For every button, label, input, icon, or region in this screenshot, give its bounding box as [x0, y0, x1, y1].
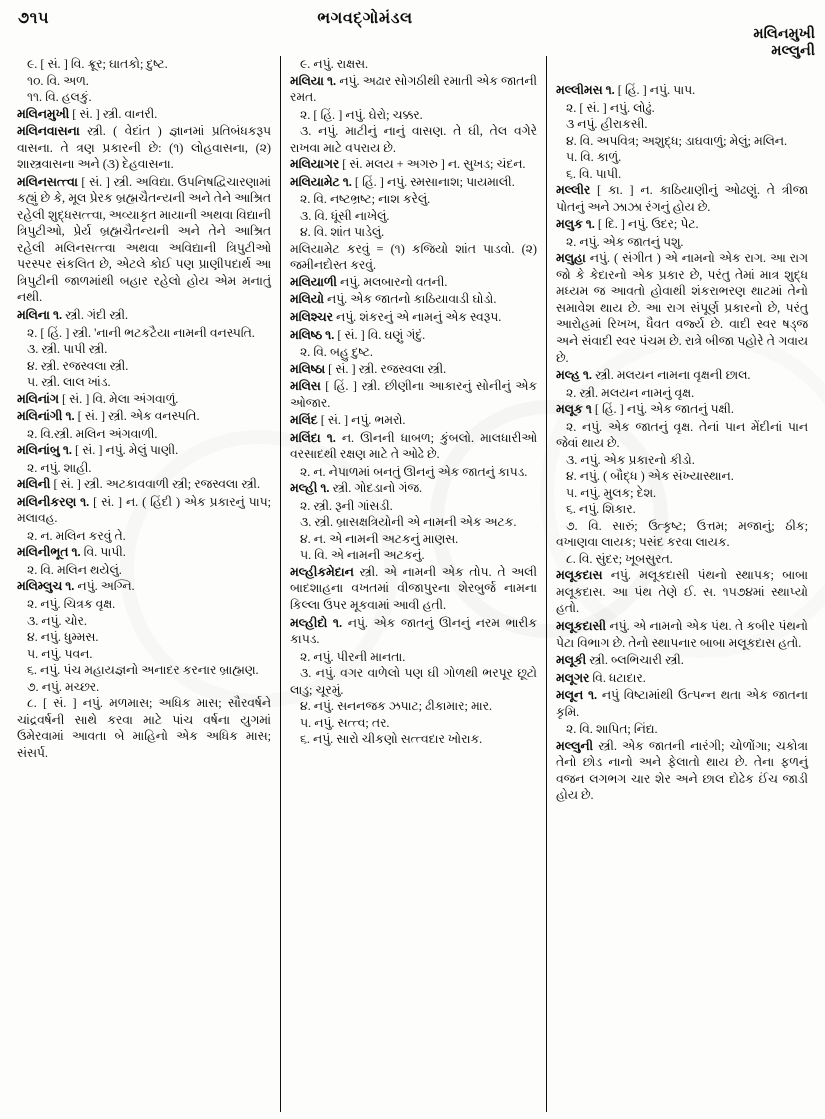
- entry-headword: મલિષ્ઠા: [290, 361, 326, 376]
- entry-headword: મલ્હી ૧.: [290, 481, 330, 496]
- dictionary-entry: [17, 106, 271, 123]
- dictionary-entry: [556, 367, 808, 384]
- entry-sense: ૪. વિ. અપવિત્ર; અશુદ્ધ; ડાઘવાળું; મેલું; મલિન.: [566, 133, 788, 148]
- entry-definition: [ સં. ] સ્ત્રી. અવિદ્યા. ઉપનિષદ્વિચારણામાં કહ્યું છે કે, મૂલ પ્રેરક બ્રહ્મચૈતન્યની અને તેને આશ્રિત રહેલી શુદ્ધસત્ત્વા, અવ્યાકૃત માયાની અથવા વિદ્યાની ત્રિપુટીઓ, પ્રેર્ય બ્રહ્મચૈતન્યની અને તેને આશ્રિત રહેલી મલિનસત્ત્વા અથવા અવિદ્યાની ત્રિપુટીઓ પરસ્પર સંકલિત છે, એટલે કોઈ પણ પ્રાણીપદાર્થ આ ત્રિપુટીની જાળમાંથી બહાર રહેલો હોય એમ મનાતું નથી.: [17, 174, 272, 305]
- entry-definition: નપું. અગ્નિ.: [74, 579, 135, 594]
- entry-sense: ૫. વિ. કાળું.: [566, 150, 622, 165]
- dictionary-entry: [17, 476, 271, 493]
- dictionary-entry: [556, 401, 808, 418]
- entry-definition: સ્ત્રી. બ્લભિચારી સ્ત્રી.: [586, 653, 684, 668]
- entry-definition: [ સં. ] નપું. ભમરો.: [317, 413, 406, 428]
- entry-sense: ૨. નપું. ચિત્રક વૃક્ષ.: [27, 597, 116, 611]
- dictionary-entry: [556, 738, 808, 804]
- folio-number: ૭૧૫: [18, 10, 49, 27]
- entry-headword: મલિની: [17, 477, 51, 492]
- entry-definition: [ સં. ] સ્ત્રી. એક વનસ્પતિ.: [74, 409, 200, 424]
- entry-definition: વિ. પાપી.: [80, 545, 126, 560]
- entry-definition: સ્ત્રી. ગંદી સ્ત્રી.: [62, 307, 129, 322]
- entry-definition: [ સં. ] નપું. મેલું પાણી.: [71, 443, 179, 458]
- dictionary-entry: [290, 327, 537, 344]
- entry-definition: નપું. અઢાર સોગઠીથી રમાતી એક જાતની રમત.: [290, 73, 537, 105]
- dictionary-entry: [556, 670, 808, 687]
- entry-headword: મલિયામેટ ૧.: [290, 174, 352, 189]
- entry-definition: [ કા. ] ન. કાઠિયાણીનું ઓઢણું. તે ત્રીજા પોતનું અને ઝાઝા રંગનું હોય છે.: [556, 183, 808, 214]
- entry-definition: વિ. ધટાદાર.: [589, 670, 646, 685]
- entry-headword: મલ્હીદો ૧.: [290, 615, 343, 630]
- entry-sense: ૩. વિ. ધૂંસી નાખેલું.: [300, 208, 390, 223]
- entry-sense: ૯. નપું. રાક્ષસ.: [300, 57, 369, 71]
- dictionary-entry: [556, 567, 808, 617]
- entry-definition: [ હિં. ] સ્ત્રી. છીણીના આકારનું સોનીનું એક ઓજાર.: [290, 379, 537, 410]
- guide-word-first: મલિનમુખી: [753, 26, 815, 42]
- dictionary-entry: [556, 250, 808, 366]
- entry-sense: ૪. નપું. ( બૌદ્ધ ) એક સંખ્યાસ્થાન.: [566, 469, 734, 484]
- entry-definition: નપું. ( સંગીત ) એ નામનો એક રાગ. આ રાગ જો કે કેદારનો એક પ્રકાર છે, પરંતુ તેમાં માત્ર શુદ્ધ મધ્યમ જ આવતો હોવાથી શંકરાભરણ થાટમાં તેનો સમાવેશ થાય છે. આ રાગ સંપૂર્ણ પ્રકારનો છે, પરંતુ આરોહમાં રિખખ, ધૈવત વર્જ્ય છે. વાદી સ્વર ષડ્જ અને સંવાદી સ્વર પંચમ છે. રાત્રે બીજા પહોરે તે ગવાય છે.: [556, 251, 808, 365]
- dictionary-entry: [290, 615, 537, 648]
- entry-headword: મલ્લીર: [556, 183, 591, 198]
- entry-headword: મલિનમુખી: [17, 106, 70, 121]
- entry-sense: ૩. નપું. વગર વાળેલો પણ ઘી ગોળથી ભરપૂર છૂટો લાડુ; ચૂરમું.: [290, 666, 537, 697]
- entry-definition: સ્ત્રી. એક જાતની નારંગી; ચોળોંગા; ચકોત્રા તેનો છોડ નાનો અને ફેલાતો થાય છે. તેના ફળનું વજન લગભગ ચાર શેર અને છાલ દોઢેક ઈંચ જાડી હોય છે.: [556, 738, 808, 803]
- entry-definition: સ્ત્રી. એ નામની એક તોપ. તે અલી બાદશાહના વખતમાં વીજાપુરના શેરબુર્જ નામના કિલ્લા ઉપર મૂકવામાં આવી હતી.: [290, 564, 537, 612]
- dictionary-entry: [290, 73, 537, 106]
- guide-word-last: મલ્લુની: [771, 42, 815, 59]
- dictionary-entry: [556, 82, 808, 99]
- entry-sense: ૨. [ સં. ] નપું. લોઢું.: [566, 100, 655, 115]
- entry-headword: મલ્હીકમેદાન: [290, 564, 354, 579]
- entry-sense: ૨. ન. નેપાળમાં બનતું ઊનનું એક જાતનું કાપડ.: [300, 464, 528, 479]
- entry-headword: મલિનસત્ત્વા: [17, 174, 78, 189]
- entry-sense: ૫. વિ. એ નામની અટકનું.: [300, 548, 425, 563]
- entry-sense: ૨. નપું. એક જાતનું વૃક્ષ. તેનાં પાન મેંદીનાં પાન જેવાં થાય છે.: [556, 419, 808, 451]
- entry-sense: ૨. સ્ત્રી. રૂની ગાંસડી.: [300, 498, 393, 513]
- entry-sense: ૨. સ્ત્રી. મલયન નામનું વૃક્ષ.: [566, 385, 695, 400]
- entry-headword: મલ્લુની: [556, 738, 594, 753]
- entry-sense: ૪. ન. એ નામની અટકનું માણસ.: [300, 531, 459, 546]
- entry-definition: નપું. એક જાતનો કાઠિયાવાડી ઘોડો.: [323, 292, 497, 307]
- entry-definition: [ હિં. ] નપું. સ્મસાનાશ; પાયમાલી.: [351, 174, 515, 189]
- entry-definition: [ સં. ] સ્ત્રી. વાનરી.: [69, 106, 158, 121]
- entry-sense: ૫. નપું. પવન.: [27, 646, 93, 661]
- dictionary-entry: [17, 578, 271, 595]
- entry-sense: ૬. નપું. શિકાર.: [566, 502, 636, 517]
- entry-headword: મલૂકી: [556, 653, 587, 668]
- entry-definition: ન. ઊનની ધાબળ; કુંબલો. માલધારીઓ વરસાદથી રક્ષણ માટે તે ઓઢે છે.: [290, 430, 537, 462]
- entry-headword: મલૂકદાસ: [556, 568, 603, 583]
- entry-sense: ૩ નપું. હીરાકસી.: [566, 117, 648, 132]
- dictionary-entry: [290, 309, 537, 326]
- entry-headword: મલિશ્ચર: [290, 309, 333, 324]
- entry-sense: ૪. સ્ત્રી. રજસ્વલા સ્ત્રી.: [27, 358, 129, 373]
- entry-sense: ૧૧. વિ. હલકું.: [27, 90, 92, 105]
- entry-definition: [ સં. મલય + અગરુ ] ન. સુખડ; ચંદન.: [339, 157, 526, 172]
- dictionary-entry: [290, 156, 537, 173]
- dictionary-entry: [290, 274, 537, 291]
- entry-sense: ૧૦. વિ. અળ.: [27, 73, 89, 88]
- entry-definition: [ સં. ] સ્ત્રી. અટકાવવાળી સ્ત્રી; રજસ્વલા સ્ત્રી.: [50, 477, 261, 492]
- entry-definition: [ હિં. ] નપું. પાપ.: [614, 83, 696, 97]
- entry-headword: મલિનાંબુ ૧.: [17, 443, 72, 458]
- entry-headword: મલિયાગર: [290, 157, 340, 172]
- entry-sense: ૨. વિ. બહુ દુષ્ટ.: [300, 345, 373, 360]
- entry-sense: ૩. સ્ત્રી. બ્રાસક્ષત્રિયોની એ નામની એક અટક.: [300, 515, 517, 530]
- entry-sense: ૭. વિ. સારું; ઉત્કૃષ્ટ; ઉત્તમ; મજાનું; ઠીક; વખાણવા લાયક; પસંદ કરવા લાયક.: [556, 518, 808, 550]
- entry-definition: સ્ત્રી. મલયન નામના વૃક્ષની છાલ.: [592, 368, 751, 383]
- entry-headword: મલિંદ: [290, 413, 318, 428]
- entry-sense: ૩. નપું. એક પ્રકારનો કીડો.: [566, 452, 695, 467]
- entry-sense: ૩. નપું. ચોર.: [27, 613, 87, 628]
- entry-sense: ૩. સ્ત્રી. પાપી સ્ત્રી.: [27, 342, 108, 357]
- entry-sense: ૨. વિ. મલિન થયેલું.: [27, 562, 122, 577]
- entry-sense: ૨. વિ. નષ્ટભ્રષ્ટ; નાશ કરેલું.: [300, 192, 431, 207]
- dictionary-entry: [17, 408, 271, 425]
- entry-definition: નપું. મલબારનો વતની.: [336, 274, 448, 289]
- entry-sense: ૨. [ હિં. ] નપું. ઘેરો; ચક્કર.: [300, 107, 423, 122]
- entry-definition: [ સં. ] વિ. મેલા અંગવાળું.: [58, 391, 179, 406]
- entry-headword: મલિનાંગ: [17, 391, 59, 406]
- entry-definition: [ સં. ] વિ. ઘણું ગંદું.: [334, 327, 426, 342]
- entry-headword: મલિયા ૧.: [290, 73, 337, 88]
- dictionary-entry: [290, 412, 537, 429]
- entry-sense: ૨. વિ. શાપિત; નિંદ્ય.: [566, 722, 658, 737]
- entry-sense: ૨. વિ.સ્ત્રી. મલિન અંગવાળી.: [27, 426, 158, 441]
- dictionary-entry: [17, 494, 271, 527]
- dictionary-entry: [290, 480, 537, 497]
- entry-definition: નપું. શંકરનું એ નામનું એક સ્વરૂપ.: [332, 309, 502, 324]
- dictionary-entry: [290, 564, 537, 614]
- dictionary-entry: [290, 361, 537, 378]
- book-title: ભગવદ્ગોમંડલ: [317, 10, 413, 27]
- entry-sense: ૫. નપું. મુલક; દેશ.: [566, 485, 657, 500]
- entry-headword: મલૂગર: [556, 670, 590, 685]
- entry-definition: [ હિં. ] નપું. એક જાતનું પક્ષી.: [591, 402, 734, 417]
- entry-sense: ૮. [ સં. ] નપું. મળમાસ; અધિક માસ; સૌરવર્ષને ચાંદ્રવર્ષની સાથે કરવા માટે પાંચ વર્ષના યુગમાં ઉમેરવામાં આવતા બે માહિનો એક અધિક માસ; સંસર્પ.: [17, 696, 271, 760]
- entry-headword: મલુહા: [556, 251, 586, 266]
- dictionary-entry: [17, 442, 271, 459]
- entry-definition: [ સં. ] સ્ત્રી. રજસ્વલા સ્ત્રી.: [325, 361, 447, 376]
- guide-words: [753, 26, 815, 59]
- entry-definition: નપું. એ નામનો એક પંથ. તે કબીર પંથનો પેટા વિભાગ છે. તેનો સ્થાપનાર બાબા મલૂકદાસ હતો.: [556, 619, 808, 650]
- entry-sense: ૫. નપું. સત્ત્વ; તર.: [300, 715, 390, 730]
- entry-sense: ૮. વિ. સુંદર; ખૂબસુરત.: [566, 551, 673, 566]
- entry-sense: ૪. વિ. શાંત પાડેલું.: [300, 225, 385, 240]
- dictionary-entry: [556, 216, 808, 233]
- entry-headword: મલિનાંગી ૧.: [17, 409, 75, 424]
- dictionary-entry: [17, 123, 271, 173]
- entry-definition: સ્ત્રી. ગોદડાનો ગંજ.: [329, 481, 423, 496]
- entry-headword: મલૂક ૧: [556, 402, 592, 417]
- entry-sense: ૨. નપું. શાહી.: [27, 460, 92, 475]
- entry-headword: મલિંદા ૧.: [290, 430, 336, 445]
- entry-sense: ૪. નપું. ધુમ્મસ.: [27, 630, 99, 645]
- entry-headword: મલિયાળી: [290, 274, 337, 289]
- dictionary-entry: [290, 174, 537, 191]
- entry-sense: ૨. [ હિં. ] સ્ત્રી. 'નાની ભટકટૈયા નામની વનસ્પતિ.: [27, 325, 255, 340]
- entry-sense: ૫. સ્ત્રી. લાલ ખાંડ.: [27, 375, 111, 390]
- entry-sense: ૨. નપું. પીરની માનતા.: [300, 649, 406, 664]
- column-1: [8, 56, 280, 1112]
- dictionary-entry: [290, 430, 537, 463]
- dictionary-entry: [290, 291, 537, 308]
- entry-headword: મલિનીકરણ ૧.: [17, 494, 90, 509]
- entry-sense: ૨. ન. મલિન કરવું તે.: [27, 528, 126, 543]
- dictionary-entry: [556, 618, 808, 651]
- dictionary-entry: [556, 182, 808, 215]
- dictionary-entry: [17, 391, 271, 408]
- column-2: [280, 56, 546, 1112]
- entry-definition: [ સં. ] ન. ( હિંદી ) એક પ્રકારનું પાપ; મલાવહ.: [17, 494, 272, 526]
- entry-definition: નપું. મલૂકદાસી પંથનો સ્થાપક; બાબા મલૂકદાસ. આ પંથ તેણે ઈ. સ. ૧૫૭૪માં સ્થાપ્યો હતો.: [556, 568, 808, 616]
- dictionary-entry: [290, 378, 537, 411]
- entry-definition: નપું વિષ્ટામાંથી ઉત્પન્ન થતા એક જાતના કૃમિ.: [556, 688, 808, 719]
- entry-headword: મલૂકદાસી: [556, 619, 607, 633]
- dictionary-entry: [17, 544, 271, 561]
- entry-headword: મલિષ્ઠ ૧.: [290, 327, 335, 342]
- entry-sense: ૩. નપું. માટીનું નાનું વાસણ. તે ઘી, તેલ વગેરે રાખવા માટે વપરાય છે.: [290, 124, 537, 155]
- column-3: [546, 56, 817, 1112]
- entry-sense: ૬. નપું. સારો ચીકણો સત્ત્વદાર ખોરાક.: [300, 732, 483, 747]
- entry-headword: મલિયો: [290, 292, 324, 307]
- entry-headword: મલૂન ૧.: [556, 688, 598, 703]
- entry-sense: ૬. વિ. પાપી.: [566, 166, 622, 181]
- entry-headword: મલિસ: [290, 379, 321, 394]
- entry-headword: મલિનીભૂત ૧.: [17, 545, 81, 560]
- entry-sense: ૭. નપું. મચ્છર.: [27, 679, 100, 694]
- text-columns: [8, 56, 817, 1112]
- entry-definition: સ્ત્રી. ( વેદાંત ) જ્ઞાનમાં પ્રતિબંધકરૂપ વાસના. તે ત્રણ પ્રકારની છે: (૧) લોહવાસના, (૨) શાસ્ત્રવાસના અને (૩) દેહવાસના.: [17, 124, 271, 172]
- entry-headword: મલિમ્લુચ ૧.: [17, 579, 75, 594]
- dictionary-entry: [17, 307, 271, 324]
- entry-sense: ૪. નપું. સનનજક ઝપાટ; ઢીકામાર; માર.: [300, 699, 493, 714]
- entry-definition: [ દિ. ] નપું. ઉદર; પેટ.: [594, 217, 699, 232]
- page-header: [8, 10, 817, 32]
- dictionary-entry: [556, 687, 808, 720]
- dictionary-entry: [556, 652, 808, 669]
- entry-headword: મલિના ૧.: [17, 307, 63, 322]
- entry-phrase-note: મલિયામેટ કરવું = (૧) કજિયો શાંત પાડવો. (૨) જમીનદોસ્ત કરવું.: [290, 241, 537, 273]
- entry-headword: મલિનવાસના: [17, 124, 80, 139]
- entry-headword: મલ્લીમસ ૧.: [556, 83, 615, 97]
- entry-headword: મલુક ૧.: [556, 217, 595, 232]
- entry-sense: ૬. નપું. પંચ મહાયજ્ઞનો અનાદર કરનાર બ્રાહ્મણ.: [27, 663, 259, 678]
- dictionary-entry: [17, 174, 271, 306]
- entry-sense: ૨. નપું. એક જાતનું પશુ.: [566, 234, 684, 249]
- entry-definition: નપું. એક જાતનું ઊનનું નરમ ભારીક કાપડ.: [290, 615, 537, 647]
- entry-headword: મલ્હ ૧.: [556, 368, 592, 383]
- entry-sense: ૯. [ સં. ] વિ. ક્રૂર; ઘાતકો; દુષ્ટ.: [27, 57, 168, 71]
